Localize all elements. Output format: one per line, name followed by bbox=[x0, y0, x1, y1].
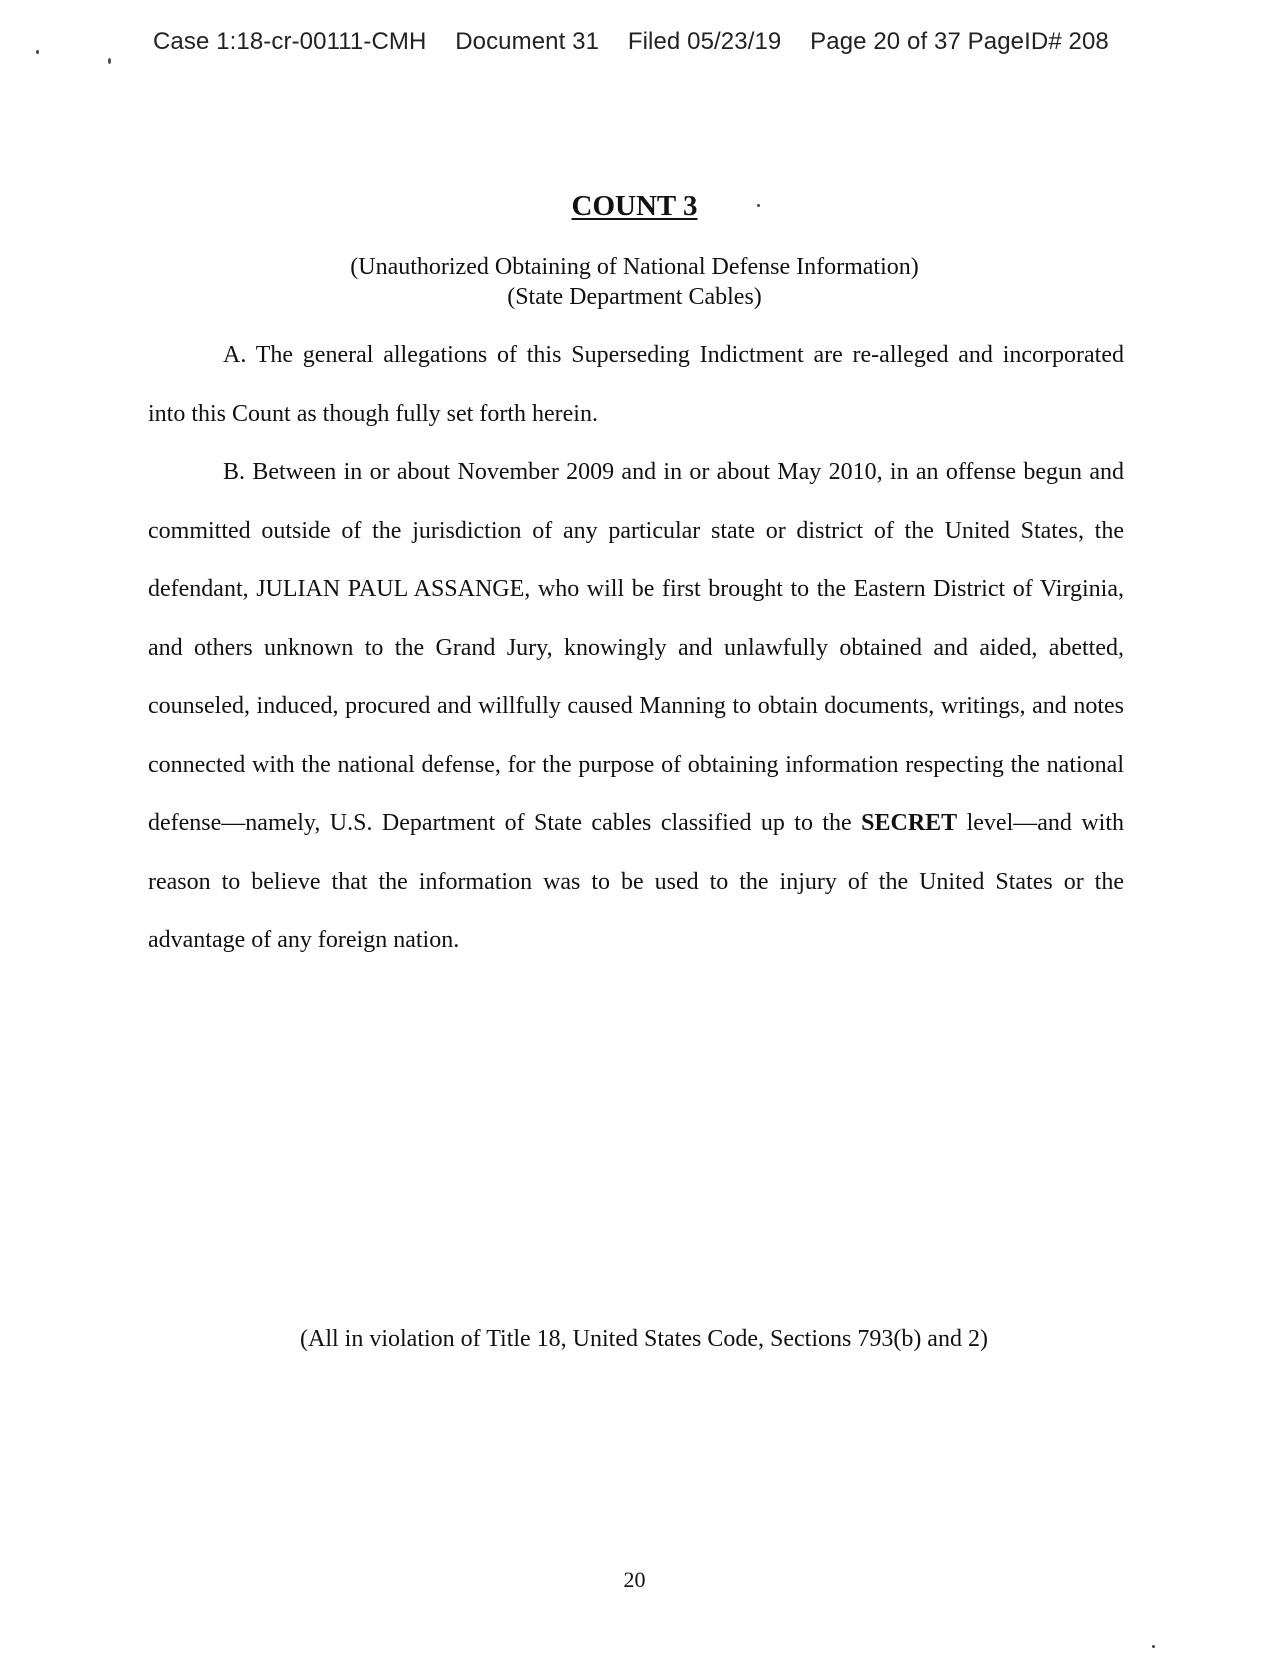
page-number: 20 bbox=[623, 1567, 646, 1592]
case-number: Case 1:18-cr-00111-CMH bbox=[153, 28, 427, 55]
scan-speck bbox=[108, 58, 111, 64]
paragraph-b bbox=[148, 443, 1124, 970]
paragraph-b-block bbox=[148, 443, 1124, 970]
count-title: COUNT 3 bbox=[571, 190, 698, 222]
paragraph-b-text-1: B. Between in or about November 2009 and in or about May 2010, in an offense begun and committed outside of the jurisdiction of any particular state or district of the United States, the defendant, JULIAN PAUL ASSANGE, who will be first brought to the Eastern District of Virginia, and others unknown to the Grand Jury, knowingly and unlawfully obtained and aided, abetted, counseled, induced, procured and willfully caused Manning to obtain documents, writings, and notes connected with the national defense, for the purpose of obtaining information respecting the national defense—namely, U.S. Department of State cables classified up to the bbox=[148, 459, 1124, 836]
paragraph-a-block bbox=[148, 326, 1124, 443]
classification-level: SECRET bbox=[861, 810, 958, 836]
page-id: Page 20 of 37 PageID# 208 bbox=[810, 28, 1109, 55]
scan-speck bbox=[1152, 1645, 1155, 1648]
count-subtitle-subject: (State Department Cables) bbox=[507, 284, 762, 310]
paragraph-a: A. The general allegations of this Superseding Indictment are re-alleged and incorporated into this Count as though fully set forth herein. bbox=[148, 342, 1124, 427]
paragraph-b-text-2: level—and with reason to believe that the information was to be used to the injury of the United States or the advantage of any foreign nation. bbox=[148, 810, 1124, 953]
scan-speck bbox=[36, 50, 39, 54]
statute-citation: (All in violation of Title 18, United States Code, Sections 793(b) and 2) bbox=[300, 1326, 988, 1352]
filed-date: Filed 05/23/19 bbox=[627, 28, 782, 55]
filing-header bbox=[153, 28, 1153, 56]
count-subtitle-charge: (Unauthorized Obtaining of National Defense Information) bbox=[350, 254, 919, 280]
scan-speck bbox=[757, 204, 760, 207]
document-number: Document 31 bbox=[455, 28, 600, 55]
